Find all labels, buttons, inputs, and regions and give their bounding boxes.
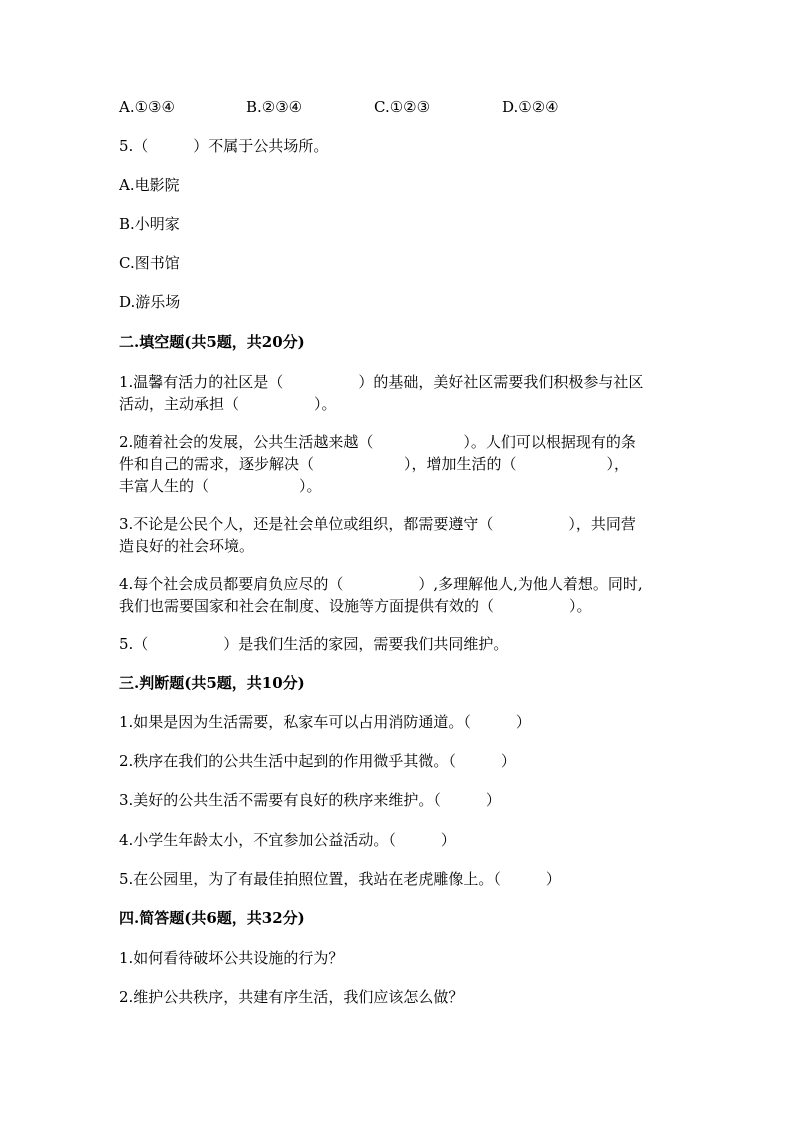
fill-q2-line2: 件和自己的需求，逐步解决（ ），增加生活的（ ）， xyxy=(119,455,630,473)
fill-q1-line2: 活动，主动承担（ ）。 xyxy=(119,395,337,413)
fill-q5-line1: 5.（ ）是我们生活的家园，需要我们共同维护。 xyxy=(119,635,509,653)
q4-option-d: D.①②④ xyxy=(502,98,559,116)
section-heading-fill-in: 二.填空题(共5题，共20分) xyxy=(119,333,305,351)
judge-q4: 4.小学生年龄太小，不宜参加公益活动。（ ） xyxy=(119,831,456,849)
fill-q3-line2: 造良好的社会环境。 xyxy=(119,537,255,555)
fill-q2-line1: 2.随着社会的发展，公共生活越来越（ ）。人们可以根据现有的条 xyxy=(119,433,636,451)
fill-q4-line2: 我们也需要国家和社会在制度、设施等方面提供有效的（ ）。 xyxy=(119,597,592,615)
q4-option-c: C.①②③ xyxy=(374,98,431,116)
q4-option-a: A.①③④ xyxy=(119,98,175,116)
q5-option-c: C.图书馆 xyxy=(119,254,180,272)
fill-q4-line1: 4.每个社会成员都要肩负应尽的（ ）,多理解他人,为他人着想。同时, xyxy=(119,575,643,593)
q5-option-d: D.游乐场 xyxy=(119,293,181,311)
judge-q2: 2.秩序在我们的公共生活中起到的作用微乎其微。（ ） xyxy=(119,752,516,770)
q5-option-a: A.电影院 xyxy=(119,176,180,194)
q4-option-b: B.②③④ xyxy=(246,98,303,116)
section-heading-true-false: 三.判断题(共5题，共10分) xyxy=(119,674,305,692)
judge-q3: 3.美好的公共生活不需要有良好的秩序来维护。（ ） xyxy=(119,791,501,809)
fill-q1-line1: 1.温馨有活力的社区是（ ）的基础，美好社区需要我们积极参与社区 xyxy=(119,373,644,391)
judge-q5: 5.在公园里，为了有最佳拍照位置，我站在老虎雕像上。（ ） xyxy=(119,870,561,888)
section-heading-short-answer: 四.简答题(共6题，共32分) xyxy=(119,909,305,927)
short-answer-q2: 2.维护公共秩序，共建有序生活，我们应该怎么做？ xyxy=(119,988,464,1006)
judge-q1: 1.如果是因为生活需要，私家车可以占用消防通道。（ ） xyxy=(119,713,531,731)
short-answer-q1: 1.如何看待破坏公共设施的行为？ xyxy=(119,949,344,967)
q5-stem: 5.（ ）不属于公共场所。 xyxy=(119,137,329,155)
fill-q2-line3: 丰富人生的（ ）。 xyxy=(119,477,322,495)
fill-q3-line1: 3.不论是公民个人，还是社会单位或组织，都需要遵守（ ），共同营 xyxy=(119,515,636,533)
q5-option-b: B.小明家 xyxy=(119,215,180,233)
